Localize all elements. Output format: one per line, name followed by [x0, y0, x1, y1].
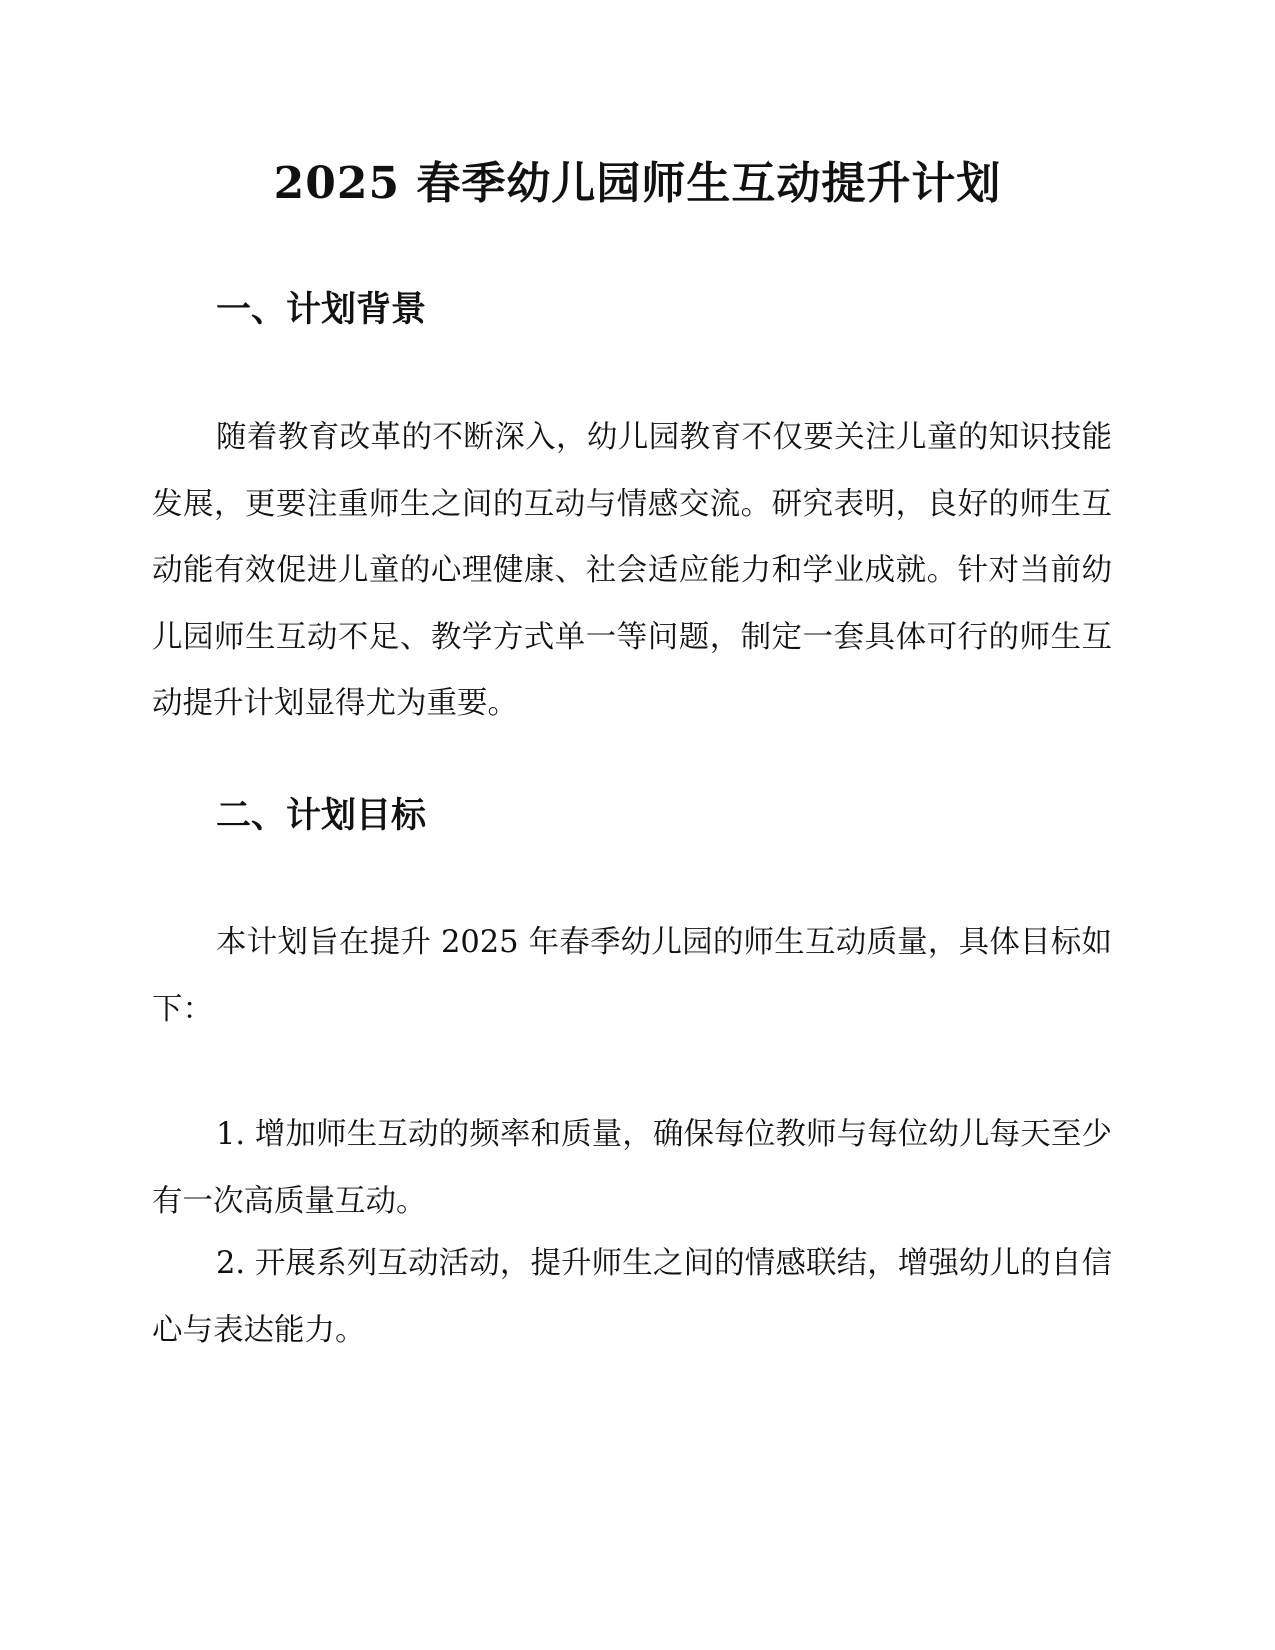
section-heading-goals: 二、计划目标	[216, 796, 427, 836]
goals-intro-paragraph: 本计划旨在提升 2025 年春季幼儿园的师生互动质量，具体目标如下：	[152, 925, 1112, 1027]
background-paragraph: 随着教育改革的不断深入，幼儿园教育不仅要关注儿童的知识技能发展，更要注重师生之间的互动与情感交流。研究表明，良好的师生互动能有效促进儿童的心理健康、社会适应能力和学业成就。针对当前幼儿园师生互动不足、教学方式单一等问题，制定一套具体可行的师生互动提升计划显得尤为重要。	[152, 420, 1112, 721]
document-title: 2025 春季幼儿园师生互动提升计划	[273, 158, 1002, 209]
section-heading-background: 一、计划背景	[216, 290, 427, 330]
goal-item-1: 1. 增加师生互动的频率和质量，确保每位教师与每位幼儿每天至少有一次高质量互动。	[152, 1117, 1112, 1219]
goal-item-2: 2. 开展系列互动活动，提升师生之间的情感联结，增强幼儿的自信心与表达能力。	[152, 1246, 1112, 1348]
